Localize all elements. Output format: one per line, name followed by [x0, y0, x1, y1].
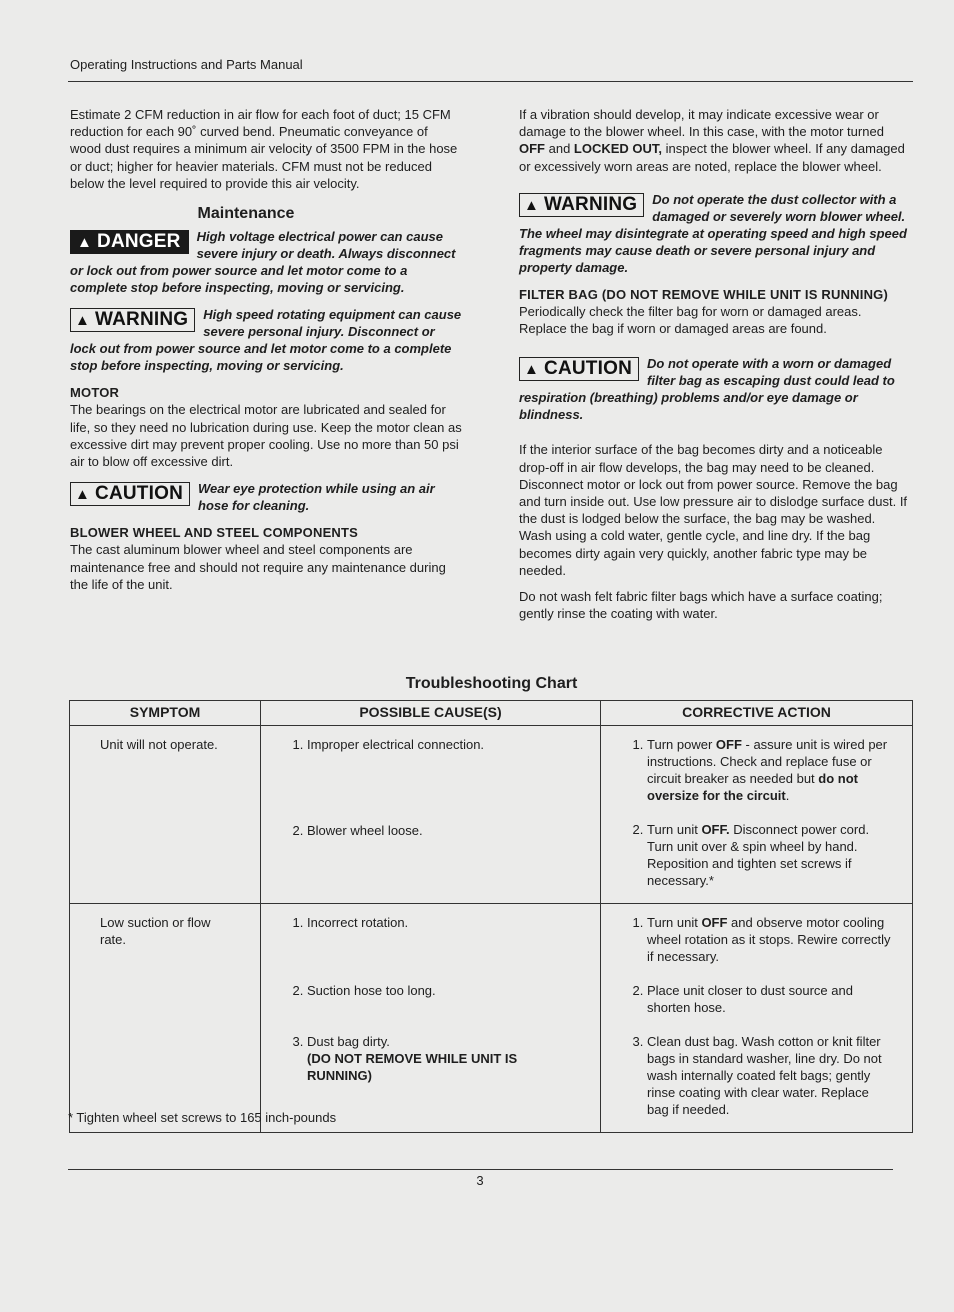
filter-bag-paragraph: Periodically check the filter bag for worn or damaged areas. Replace the bag if worn or damaged areas are found.: [519, 304, 862, 337]
warning-label: WARNING: [95, 309, 189, 331]
vibration-paragraph: If a vibration should develop, it may indicate excessive wear or damage to the blower wheel. In this case, with the motor turned OFF and LOCKED OUT, inspect the blower wheel. If any damaged or excessively worn areas are noted, replace the blower wheel.: [519, 107, 905, 174]
table-row: [70, 726, 913, 904]
blower-paragraph: The cast aluminum blower wheel and steel components are maintenance free and should not require any maintenance during the life of the unit.: [70, 542, 446, 592]
warning-triangle-icon: ▲: [75, 312, 91, 330]
warning-triangle-icon: ▲: [75, 486, 91, 504]
warning-badge: [70, 308, 195, 332]
footnote: * Tighten wheel set screws to 165 inch-pounds: [68, 1110, 337, 1125]
table-header-row: [70, 701, 913, 726]
bag-cleaning-paragraph: If the interior surface of the bag becomes dirty and a noticeable drop-off in air flow develops, the bag may need to be cleaned. Disconnect motor or lock out from power source. Remove the bag and turn inside out. Use low pressure air to dislodge surface dust. If the dust is lodged below the surface, the bag may be washed. Wash using a cold water, gentle cycle, and line dry. If the bag becomes dirty again very quickly, another fabric type may be needed.: [519, 442, 908, 578]
symptom-header: SYMPTOM: [70, 701, 261, 726]
page-number: 3: [476, 1173, 484, 1188]
air-flow-paragraph: Estimate 2 CFM reduction in air flow for each foot of duct; 15 CFM reduction for each 90˚ curved bend. Pneumatic conveyance of wood dust requires a minimum air velocity of 3500 FPM in the hose or duct; higher for heavier materials. CFM must not be reduced below the level required to provide this air velocity.: [70, 107, 458, 191]
action-cell: [601, 904, 913, 1133]
caution-label: CAUTION: [95, 483, 183, 505]
table-row: [70, 904, 913, 1133]
caution-notice: [70, 480, 462, 514]
wheel-warning-text: Do not operate the dust collector with a damaged or severely worn blower wheel. The wheel may disintegrate at operating speed and high speed fragments may cause death or severe personal injury and property damage.: [519, 191, 907, 275]
warning-badge: [519, 193, 644, 217]
cause-item: 1. Improper electrical connection.: [307, 736, 580, 753]
motor-paragraph: The bearings on the electrical motor are lubricated and sealed for life, so they need no lubrication during use. Keep the motor clean as excessive dirt may prevent proper cooling. Use no more than 50 psi air to blow off excessive dirt.: [70, 402, 462, 470]
filter-caution-text: Do not operate with a worn or damaged filter bag as escaping dust could lead to respiration (breathing) problems and/or eye damage or blindness.: [519, 356, 895, 423]
danger-label: DANGER: [97, 231, 181, 253]
cause-cell: [261, 726, 601, 904]
header-rule: [68, 81, 913, 82]
action-item: 3. Clean dust bag. Wash cotton or knit filter bags in standard washer, line dry. Do not wash internally coated felt bags; gently rinse coating with clear water. Replace bag if needed.: [647, 1033, 892, 1118]
danger-badge: [70, 230, 189, 254]
symptom-cell: Low suction or flow rate.: [70, 904, 261, 1133]
running-header: Operating Instructions and Parts Manual: [70, 57, 303, 72]
danger-text: High voltage electrical power can cause severe injury or death. Always disconnect or lock out from power source and let motor come to a complete stop before inspecting, moving or servicing.: [70, 229, 456, 296]
danger-notice: [70, 228, 462, 296]
filter-bag-heading: FILTER BAG (DO NOT REMOVE WHILE UNIT IS RUNNING): [519, 286, 889, 302]
maintenance-heading: Maintenance: [197, 205, 295, 223]
warning-triangle-icon: ▲: [524, 361, 540, 379]
cause-header: POSSIBLE CAUSE(S): [261, 701, 601, 726]
action-cell: [601, 726, 913, 904]
right-column: [519, 106, 911, 622]
caution-label: CAUTION: [544, 358, 632, 380]
troubleshooting-table: [69, 700, 913, 1133]
left-column: [70, 106, 462, 593]
motor-heading: MOTOR: [70, 385, 120, 401]
symptom-cell: Unit will not operate.: [70, 726, 261, 904]
warning-triangle-icon: ▲: [524, 196, 540, 214]
troubleshooting-title: Troubleshooting Chart: [405, 675, 578, 692]
caution-badge: [519, 357, 639, 381]
action-item: 1. Turn power OFF - assure unit is wired per instructions. Check and replace fuse or circuit breaker as needed but do not oversize for the circuit.: [647, 736, 892, 804]
cause-item: 1. Incorrect rotation.: [307, 914, 580, 931]
warning-label: WARNING: [544, 193, 638, 215]
action-item: 2. Turn unit OFF. Disconnect power cord. Turn unit over & spin wheel by hand. Reposition and tighten set screws if necessary.*: [647, 821, 892, 889]
caution-badge: [70, 482, 190, 506]
footer-rule: [68, 1169, 893, 1170]
cause-item: 3. Dust bag dirty. (DO NOT REMOVE WHILE UNIT IS RUNNING): [307, 1033, 580, 1084]
action-item: 2. Place unit closer to dust source and shorten hose.: [647, 982, 892, 1016]
caution-text: Wear eye protection while using an air hose for cleaning.: [198, 481, 435, 514]
felt-bag-paragraph: Do not wash felt fabric filter bags which have a surface coating; gently rinse the coating with water.: [519, 589, 883, 622]
cause-item: 2. Blower wheel loose.: [307, 822, 580, 839]
warning-notice: [70, 306, 462, 374]
cause-cell: [261, 904, 601, 1133]
blower-heading: BLOWER WHEEL AND STEEL COMPONENTS: [70, 525, 359, 541]
cause-item: 2. Suction hose too long.: [307, 982, 580, 999]
action-header: CORRECTIVE ACTION: [601, 701, 913, 726]
warning-text: High speed rotating equipment can cause severe personal injury. Disconnect or lock out from power source and let motor come to a complete stop before inspecting, moving or servicing.: [70, 307, 462, 374]
warning-triangle-icon: ▲: [77, 234, 93, 252]
filter-caution-notice: [519, 355, 911, 423]
action-item: 1. Turn unit OFF and observe motor cooling wheel rotation as it stops. Rewire correctly if necessary.: [647, 914, 892, 965]
wheel-warning-notice: [519, 191, 911, 276]
